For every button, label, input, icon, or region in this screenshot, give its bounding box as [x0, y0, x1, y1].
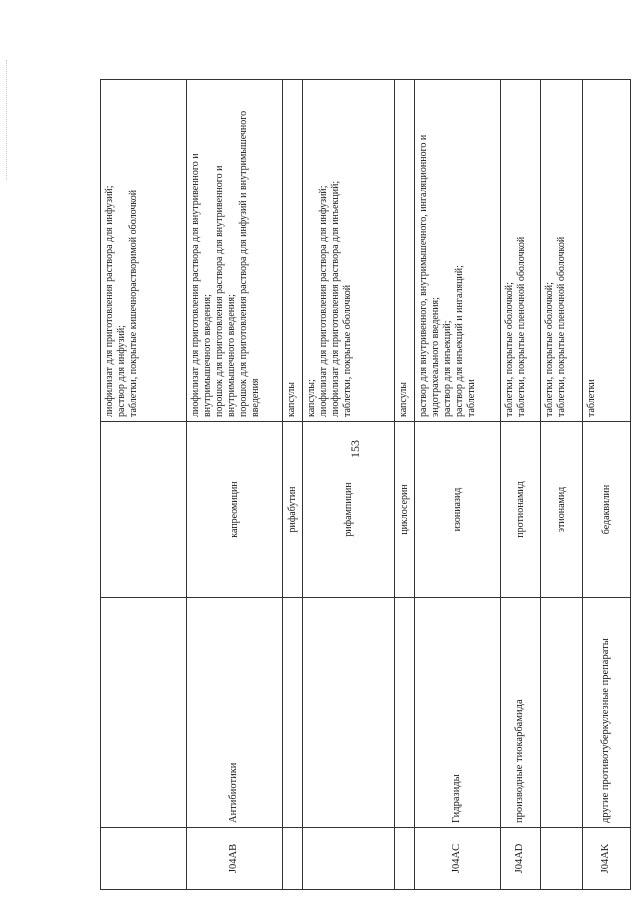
drug-name-cell: бедаквилин: [583, 422, 631, 598]
drug-table-body: [101, 80, 631, 890]
atc-code-cell: [395, 828, 415, 890]
drug-table: [100, 79, 631, 890]
table-row: [395, 80, 415, 890]
group-name-cell: [395, 598, 415, 828]
group-name-cell: [303, 598, 395, 828]
dosage-form-line: капсулы: [286, 382, 297, 417]
drug-name-cell: капреомицин: [187, 422, 283, 598]
dosage-form-line: раствор для инфузий;: [116, 325, 127, 417]
group-name-cell: [283, 598, 303, 828]
dosage-form-line: порошок для приготовления раствора для инфузий и внутримышечного введения: [238, 110, 261, 417]
table-row: [415, 80, 501, 890]
drug-name-cell: этионамид: [541, 422, 583, 598]
group-name-cell: [101, 598, 187, 828]
atc-code-cell: J04AD: [501, 828, 541, 890]
table-row: [583, 80, 631, 890]
atc-code-cell: [303, 828, 395, 890]
group-name-cell: Антибиотики: [187, 598, 283, 828]
table-row: [283, 80, 303, 890]
group-name-cell: Гидразиды: [415, 598, 501, 828]
dosage-forms-cell: [395, 80, 415, 422]
dosage-form-line: раствор для инъекций и ингаляций;: [454, 265, 465, 417]
table-row: [541, 80, 583, 890]
dosage-form-line: таблетки: [586, 379, 597, 417]
scan-edge-mark: [6, 60, 8, 180]
dosage-form-line: таблетки, покрытые пленочной оболочкой: [556, 236, 567, 417]
drug-name-cell: [101, 422, 187, 598]
atc-code-cell: J04AC: [415, 828, 501, 890]
dosage-form-line: лиофилизат для приготовления раствора для внутривенного и внутримышечного введения;: [190, 153, 213, 417]
atc-code-cell: [541, 828, 583, 890]
table-row: [303, 80, 395, 890]
group-name-cell: производные тиокарбамида: [501, 598, 541, 828]
dosage-form-line: лиофилизат для приготовления раствора для инъекций;: [330, 180, 341, 417]
drug-name-cell: рифабутин: [283, 422, 303, 598]
atc-code-cell: [283, 828, 303, 890]
dosage-form-line: таблетки, покрытые оболочкой;: [504, 282, 515, 417]
group-name-cell: другие противотуберкулезные препараты: [583, 598, 631, 828]
dosage-form-line: таблетки, покрытые оболочкой;: [544, 282, 555, 417]
dosage-form-line: таблетки, покрытые кишечнорастворимой оболочкой: [128, 189, 139, 417]
drug-name-cell: рифампицин: [303, 422, 395, 598]
atc-code-cell: [101, 828, 187, 890]
table-row: [501, 80, 541, 890]
dosage-forms-cell: [283, 80, 303, 422]
atc-code-cell: J04AK: [583, 828, 631, 890]
page-number: 153: [348, 440, 362, 458]
dosage-form-line: порошок для приготовления раствора для внутривенного и внутримышечного введения;: [214, 165, 237, 417]
group-name-cell: [541, 598, 583, 828]
dosage-form-line: таблетки: [466, 379, 477, 417]
dosage-forms-cell: [101, 80, 187, 422]
atc-code-cell: J04AB: [187, 828, 283, 890]
drug-name-cell: циклосерин: [395, 422, 415, 598]
drug-name-cell: изониазид: [415, 422, 501, 598]
dosage-form-line: лиофилизат для приготовления раствора для инфузий;: [318, 185, 329, 417]
dosage-form-line: капсулы;: [306, 379, 317, 417]
drug-name-cell: протионамид: [501, 422, 541, 598]
dosage-forms-cell: [415, 80, 501, 422]
dosage-forms-cell: [541, 80, 583, 422]
dosage-forms-cell: [501, 80, 541, 422]
dosage-form-line: капсулы: [398, 382, 409, 417]
dosage-form-line: таблетки, покрытые пленочной оболочкой: [516, 236, 527, 417]
table-row: [101, 80, 187, 890]
dosage-form-line: раствор для инъекций;: [442, 320, 453, 417]
table-row: [187, 80, 283, 890]
dosage-form-line: раствор для внутривенного, внутримышечного, ингаляционного и эндотрахеального введения;: [418, 134, 441, 417]
dosage-forms-cell: [583, 80, 631, 422]
dosage-forms-cell: [187, 80, 283, 422]
dosage-form-line: таблетки, покрытые оболочкой: [342, 284, 353, 417]
rotated-page-content: [100, 80, 630, 890]
dosage-form-line: лиофилизат для приготовления раствора для инфузий;: [104, 185, 115, 417]
dosage-forms-cell: [303, 80, 395, 422]
